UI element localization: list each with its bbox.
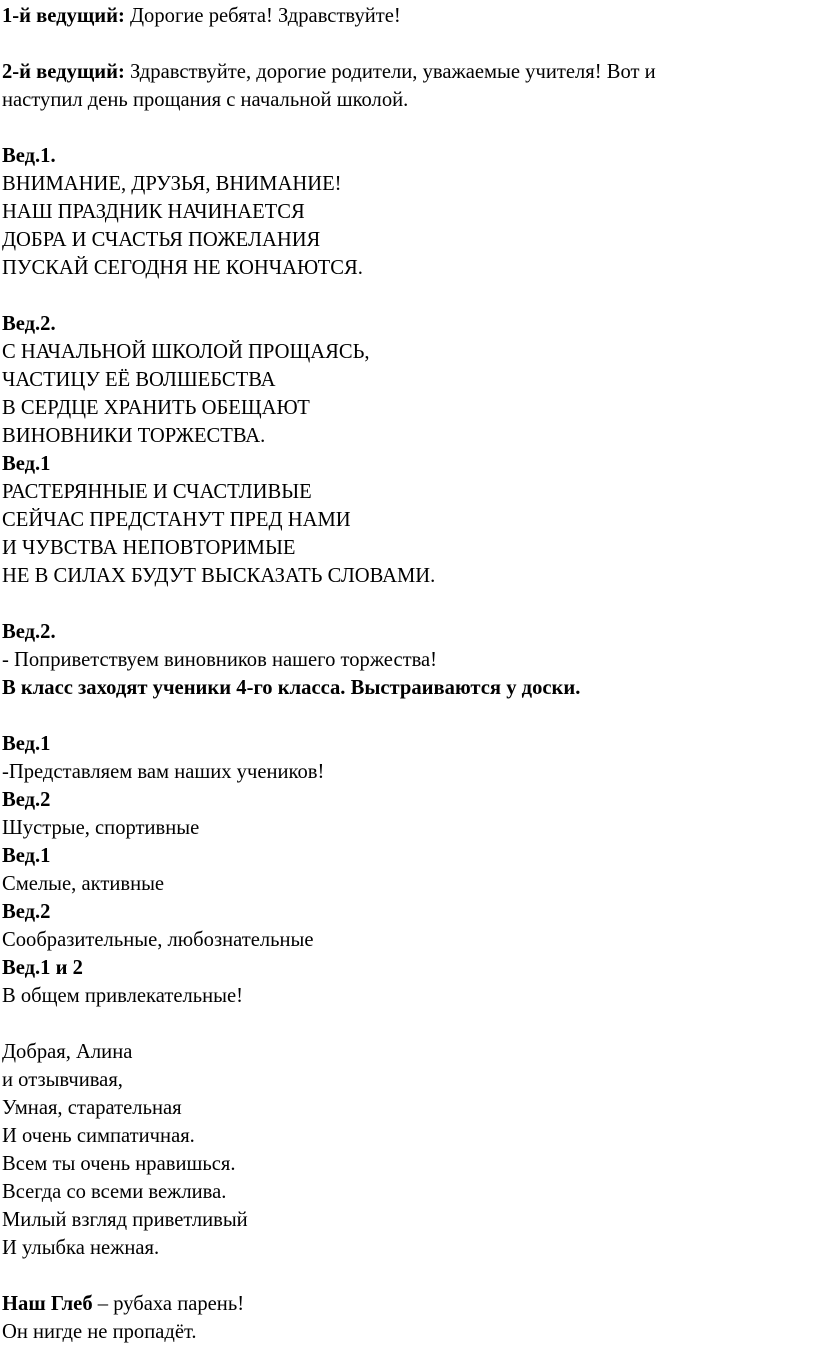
text-line (2, 86, 812, 114)
line-text: И улыбка нежная. (2, 1237, 160, 1259)
blank-line (2, 590, 812, 618)
line-text: наступил день прощания с начальной школой. (2, 89, 409, 111)
line-text: Добрая, Алина (2, 1041, 133, 1063)
text-line (2, 58, 812, 86)
line-text: С НАЧАЛЬНОЙ ШКОЛОЙ ПРОЩАЯСЬ, (2, 341, 370, 363)
speaker-label: Вед.2. (2, 313, 56, 335)
speaker-label: Вед.1 и 2 (2, 957, 83, 979)
text-line (2, 198, 812, 226)
line-text: -Представляем вам наших учеников! (2, 761, 325, 783)
text-line (2, 898, 812, 926)
line-text: - Поприветствуем виновников нашего торжества! (2, 649, 438, 671)
text-line (2, 1234, 812, 1262)
text-line (2, 478, 812, 506)
text-line (2, 422, 812, 450)
line-text: Шустрые, спортивные (2, 817, 200, 839)
text-line (2, 506, 812, 534)
text-line (2, 394, 812, 422)
text-line (2, 254, 812, 282)
blank-line (2, 1262, 812, 1290)
document-body (2, 2, 812, 1346)
line-text: и отзывчивая, (2, 1069, 123, 1091)
speaker-label: Вед.2 (2, 901, 51, 923)
text-line (2, 1094, 812, 1122)
line-text: Смелые, активные (2, 873, 165, 895)
line-text: ДОБРА И СЧАСТЬЯ ПОЖЕЛАНИЯ (2, 229, 321, 251)
text-line (2, 1150, 812, 1178)
line-text: РАСТЕРЯННЫЕ И СЧАСТЛИВЫЕ (2, 481, 312, 503)
text-line (2, 534, 812, 562)
blank-line (2, 282, 812, 310)
speaker-label: Вед.1 (2, 845, 51, 867)
text-line (2, 226, 812, 254)
text-line (2, 786, 812, 814)
text-line (2, 870, 812, 898)
line-text: ВНИМАНИЕ, ДРУЗЬЯ, ВНИМАНИЕ! (2, 173, 342, 195)
line-text: Умная, старательная (2, 1097, 182, 1119)
speaker-label: Наш Глеб (2, 1293, 93, 1315)
speaker-label: Вед.1. (2, 145, 56, 167)
line-text: В СЕРДЦЕ ХРАНИТЬ ОБЕЩАЮТ (2, 397, 310, 419)
line-text: Всем ты очень нравишься. (2, 1153, 236, 1175)
speaker-label: Вед.1 (2, 453, 51, 475)
speaker-label: 1-й ведущий: (2, 5, 125, 27)
text-line (2, 142, 812, 170)
text-line (2, 954, 812, 982)
line-text: Милый взгляд приветливый (2, 1209, 248, 1231)
blank-line (2, 30, 812, 58)
text-line (2, 170, 812, 198)
text-line (2, 982, 812, 1010)
text-line (2, 1122, 812, 1150)
line-text: Дорогие ребята! Здравствуйте! (124, 5, 401, 27)
text-line (2, 926, 812, 954)
text-line (2, 1066, 812, 1094)
blank-line (2, 114, 812, 142)
line-text: Здравствуйте, дорогие родители, уважаемые учителя! Вот и (124, 61, 656, 83)
text-line (2, 338, 812, 366)
text-line (2, 1178, 812, 1206)
speaker-label: Вед.2. (2, 621, 56, 643)
line-text: И ЧУВСТВА НЕПОВТОРИМЫЕ (2, 537, 296, 559)
text-line (2, 2, 812, 30)
line-text: ПУСКАЙ СЕГОДНЯ НЕ КОНЧАЮТСЯ. (2, 257, 363, 279)
speaker-label: 2-й ведущий: (2, 61, 125, 83)
line-text: НЕ В СИЛАХ БУДУТ ВЫСКАЗАТЬ СЛОВАМИ. (2, 565, 436, 587)
text-line (2, 1038, 812, 1066)
text-line (2, 758, 812, 786)
line-text: В общем привлекательные! (2, 985, 244, 1007)
speaker-label: Вед.2 (2, 789, 51, 811)
text-line (2, 842, 812, 870)
text-line (2, 450, 812, 478)
text-line (2, 674, 812, 702)
blank-line (2, 702, 812, 730)
line-text: Всегда со всеми вежлива. (2, 1181, 227, 1203)
text-line (2, 618, 812, 646)
text-line (2, 310, 812, 338)
line-text: Он нигде не пропадёт. (2, 1321, 197, 1343)
line-text: – рубаха парень! (92, 1293, 245, 1315)
text-line (2, 366, 812, 394)
blank-line (2, 1010, 812, 1038)
line-text: И очень симпатичная. (2, 1125, 195, 1147)
line-text: ВИНОВНИКИ ТОРЖЕСТВА. (2, 425, 266, 447)
line-text: НАШ ПРАЗДНИК НАЧИНАЕТСЯ (2, 201, 305, 223)
speaker-label: Вед.1 (2, 733, 51, 755)
text-line (2, 1318, 812, 1346)
line-text: ЧАСТИЦУ ЕЁ ВОЛШЕБСТВА (2, 369, 276, 391)
line-text: СЕЙЧАС ПРЕДСТАНУТ ПРЕД НАМИ (2, 509, 351, 531)
text-line (2, 646, 812, 674)
text-line (2, 562, 812, 590)
text-line (2, 730, 812, 758)
speaker-label: В класс заходят ученики 4-го класса. Выстраиваются у доски. (2, 677, 581, 699)
text-line (2, 814, 812, 842)
line-text: Сообразительные, любознательные (2, 929, 314, 951)
text-line (2, 1206, 812, 1234)
text-line (2, 1290, 812, 1318)
